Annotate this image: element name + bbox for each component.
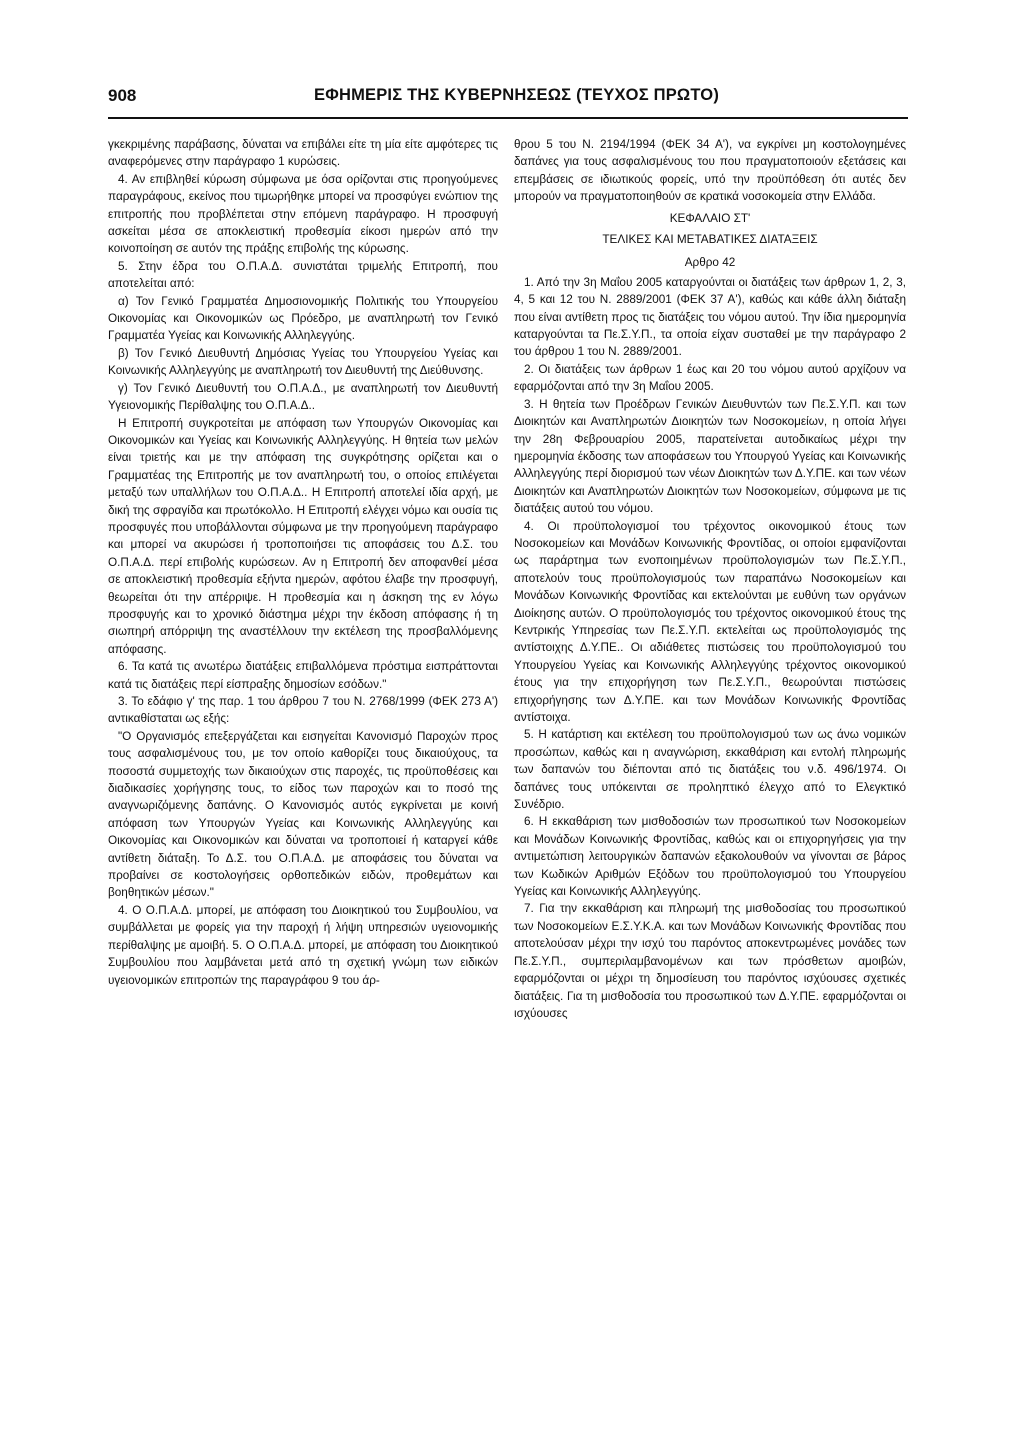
- paragraph: 6. Η εκκαθάριση των μισθοδοσιών των προσωπικού των Νοσοκομείων και Μονάδων Κοινωνικής Φροντίδας, καθώς και οι επιχορηγήσεις για την αντιμετώπιση λειτουργικών δαπανών εξακολουθούν να γίνονται σε βάρος των Κωδικών Αριθμών Εξόδων του προϋπολογισμού του Υπουργείου Υγείας και Κοινωνικής Αλληλεγγύης.: [514, 815, 906, 899]
- header-rule: [108, 117, 908, 119]
- paragraph: 4. Οι προϋπολογισμοί του τρέχοντος οικονομικού έτους των Νοσοκομείων και Μονάδων Κοινωνικής Φροντίδας, οι οποίοι εμφανίζονται ως παράρτημα των ενοποιημένων προϋπολογισμών των Πε.Σ.Υ.Π., αποτελούν τους προϋπολογισμούς των παραπάνω Νοσοκομείων και Μονάδων Κοινωνικής Φροντίδας και εκτελούνται με ευθύνη των οργάνων Διοίκησης αυτών. Ο προϋπολογισμός του τρέχοντος οικονομικού έτους της Κεντρικής Υπηρεσίας των Πε.Σ.Υ.Π. εκτελείται ως προϋπολογισμός της αντίστοιχης Δ.Υ.ΠΕ.. Οι αδιάθετες πιστώσεις του προϋπολογισμού του Υπουργείου Υγείας και Κοινωνικής Αλληλεγγύης τρέχοντος οικονομικού έτους για την επιχορήγηση των Πε.Σ.Υ.Π., θεωρούνται πιστώσεις επιχορήγησης των Δ.Υ.ΠΕ. και των Μονάδων Κοινωνικής Φροντίδας αντίστοιχα.: [514, 519, 906, 724]
- paragraph: β) Τον Γενικό Διευθυντή Δημόσιας Υγείας του Υπουργείου Υγείας και Κοινωνικής Αλληλεγγύης με αναπληρωτή τον Διευθυντή της Διεύθυνσης.: [108, 346, 498, 378]
- right-column: [514, 136, 906, 1022]
- chapter-heading: ΚΕΦΑΛΑΙΟ ΣΤ': [669, 211, 751, 225]
- page-number: 908: [108, 86, 137, 105]
- paragraph: 6. Τα κατά τις ανωτέρω διατάξεις επιβαλλόμενα πρόστιμα εισπράττονται κατά τις διατάξεις περί είσπραξης δημοσίων εσόδων.": [108, 660, 498, 691]
- paragraph: 5. Στην έδρα του Ο.Π.Α.Δ. συνιστάται τριμελής Επιτροπή, που αποτελείται από:: [108, 259, 498, 291]
- paragraph: 2. Οι διατάξεις των άρθρων 1 έως και 20 του νόμου αυτού αρχίζουν να εφαρμόζονται από την 3η Μαΐου 2005.: [514, 362, 906, 394]
- paragraph: 3. Το εδάφιο γ' της παρ. 1 του άρθρου 7 του Ν. 2768/1999 (ΦΕΚ 273 Α') αντικαθίσταται ως εξής:: [108, 695, 498, 726]
- paragraph: 4. Αν επιβληθεί κύρωση σύμφωνα με όσα ορίζονται στις προηγούμενες παραγράφους, εκείνος που τιμωρήθηκε μπορεί να προσφύγει ενώπιον της επιτροπής που προβλέπεται στην επόμενη παράγραφο. Η προσφυγή ασκείται μέσα σε αποκλειστική προθεσμία είκοσι ημερών από την κοινοποίηση σε αυτόν της πράξης επιβολής της κύρωσης.: [108, 172, 498, 256]
- page-header: [108, 86, 908, 114]
- left-column: [108, 136, 498, 989]
- paragraph: α) Τον Γενικό Γραμματέα Δημοσιονομικής Πολιτικής του Υπουργείου Οικονομίας και Οικονομικών ως Πρόεδρο, με αναπληρωτή τον Γενικό Γραμματέα Υγείας και Κοινωνικής Αλληλεγγύης.: [108, 294, 498, 343]
- paragraph: 3. Η θητεία των Προέδρων Γενικών Διευθυντών των Πε.Σ.Υ.Π. και των Διοικητών και Αναπληρωτών Διοικητών των Νοσοκομείων, η οποία λήγει την 28η Φεβρουαρίου 2005, παρατείνεται αυτοδικαίως μέχρι την ημερομηνία έκδοσης των αποφάσεων του Υπουργού Υγείας και Κοινωνικής Αλληλεγγύης περί διορισμού των νέων Διοικητών των Δ.Υ.ΠΕ. και των νέων Διοικητών και Αναπληρωτών Διοικητών των Νοσοκομείων, σύμφωνα με τις διατάξεις αυτού του νόμου.: [514, 397, 906, 516]
- gazette-title: ΕΦΗΜΕΡΙΣ ΤΗΣ ΚΥΒΕΡΝΗΣΕΩΣ (ΤΕΥΧΟΣ ΠΡΩΤΟ): [314, 86, 720, 104]
- paragraph: γ) Τον Γενικό Διευθυντή του Ο.Π.Α.Δ., με αναπληρωτή τον Διευθυντή Υγειονομικής Περίθαλψης του Ο.Π.Α.Δ..: [108, 381, 498, 413]
- paragraph: 1. Από την 3η Μαΐου 2005 καταργούνται οι διατάξεις των άρθρων 1, 2, 3, 4, 5 και 12 του Ν. 2889/2001 (ΦΕΚ 37 Α'), καθώς και κάθε άλλη διάταξη που είναι αντίθετη προς τις διατάξεις του νόμου αυτού. Την ίδια ημερομηνία καταργούνται τα Πε.Σ.Υ.Π., τα οποία είχαν συσταθεί με την παράγραφο 2 του άρθρου 1 του Ν. 2889/2001.: [514, 275, 906, 359]
- chapter-title: ΤΕΛΙΚΕΣ ΚΑΙ ΜΕΤΑΒΑΤΙΚΕΣ ΔΙΑΤΑΞΕΙΣ: [602, 233, 818, 247]
- paragraph: Η Επιτροπή συγκροτείται με απόφαση των Υπουργών Οικονομίας και Οικονομικών και Υγείας και Κοινωνικής Αλληλεγγύης. Η θητεία των μελών είναι τριετής και με την απόφαση της συγκρότησης ορίζεται και ο Γραμματέας της Επιτροπής με τον αναπληρωτή του, ο οποίος επιλέγεται μεταξύ των υπαλλήλων του Ο.Π.Α.Δ.. Η Επιτροπή αποτελεί ιδία αρχή, με δική της σφραγίδα και πρωτόκολλο. Η Επιτροπή ελέγχει νόμω και ουσία τις προσφυγές που υποβάλλονται σύμφωνα με την προηγούμενη παράγραφο και μπορεί να ακυρώσει ή τροποποιήσει τις αποφάσεις του Δ.Σ. του Ο.Π.Α.Δ. περί επιβολής κυρώσεων. Αν η Επιτροπή δεν αποφανθεί μέσα σε αποκλειστική προθεσμία εξήντα ημερών, αφότου έλαβε την προσφυγή, θεωρείται ότι την απέρριψε. Η προθεσμία και η άσκηση της εν λόγω προσφυγής και το χρονικό διάστημα μέχρι την έκδοση απόφασης ή τη σιωπηρή απόρριψη της αναστέλλουν την εκτέλεση της προσβαλλόμενης απόφασης.: [108, 416, 498, 656]
- paragraph: θρου 5 του Ν. 2194/1994 (ΦΕΚ 34 Α'), να εγκρίνει μη κοστολογημένες δαπάνες για τους ασφαλισμένους του που πραγματοποιούν εξετάσεις και επεμβάσεις σε ιδιωτικούς φορείς, υπό την προϋπόθεση ότι αυτές δεν μπορούν να πραγματοποιηθούν σε κρατικά νοσοκομεία στην Ελλάδα.: [514, 138, 906, 204]
- paragraph: 7. Για την εκκαθάριση και πληρωμή της μισθοδοσίας του προσωπικού των Νοσοκομείων Ε.Σ.Υ.Κ.Α. και των Μονάδων Κοινωνικής Φροντίδας που αποτελούσαν μέχρι την ισχύ του παρόντος αποκεντρωμένες μονάδες των Πε.Σ.Υ.Π., συμπεριλαμβανομένων και των πρόσθετων αμοιβών, εφαρμόζονται οι μέχρι τη δημοσίευση του παρόντος ισχύουσες σχετικές διατάξεις. Για τη μισθοδοσία του προσωπικού των Δ.Υ.ΠΕ. εφαρμόζονται οι ισχύουσες: [514, 902, 906, 1020]
- paragraph: 4. Ο Ο.Π.Α.Δ. μπορεί, με απόφαση του Διοικητικού του Συμβουλίου, να συμβάλλεται με φορείς για την παροχή ή λήψη υπηρεσιών υγειονομικής περίθαλψης με αμοιβή. 5. Ο Ο.Π.Α.Δ. μπορεί, με απόφαση του Διοικητικού Συμβουλίου που λαμβάνεται μετά από τη σχετική γνώμη των ειδικών υγειονομικών επιτροπών της παραγράφου 9 του άρ-: [108, 903, 498, 987]
- paragraph: γκεκριμένης παράβασης, δύναται να επιβάλει είτε τη μία είτε αμφότερες τις αναφερόμενες στην παράγραφο 1 κυρώσεις.: [108, 138, 498, 169]
- paragraph: "Ο Οργανισμός επεξεργάζεται και εισηγείται Κανονισμό Παροχών προς τους ασφαλισμένους του, με τον οποίο καθορίζει τους δικαιούχους, τα ποσοστά συμμετοχής των δικαιούχων στις παροχές, τις προϋποθέσεις και διαδικασίες χορήγησης τους, το είδος των παροχών και το ποσό της αναγνωριζόμενης δαπάνης. Ο Κανονισμός αυτός εγκρίνεται με κοινή απόφαση των Υπουργών Υγείας και Κοινωνικής Αλληλεγγύης και Οικονομίας και Οικονομικών και δύναται να τροποποιεί ή καταργεί κάθε αντίθετη διάταξη. Το Δ.Σ. του Ο.Π.Α.Δ. με αποφάσεις του δύναται να προβαίνει σε κοστολογήσεις ορθοπεδικών ειδών, προθεμάτων και βοηθητικών μέσων.": [108, 729, 498, 900]
- article-heading: Αρθρο 42: [684, 256, 736, 270]
- paragraph: 5. Η κατάρτιση και εκτέλεση του προϋπολογισμού των ως άνω νομικών προσώπων, καθώς και η αναγνώριση, εκκαθάριση και εντολή πληρωμής των δαπανών του διέπονται από τις διατάξεις του ν.δ. 496/1974. Οι δαπάνες τους υπόκεινται σε προληπτικό έλεγχο από το Ελεγκτικό Συνέδριο.: [514, 728, 906, 812]
